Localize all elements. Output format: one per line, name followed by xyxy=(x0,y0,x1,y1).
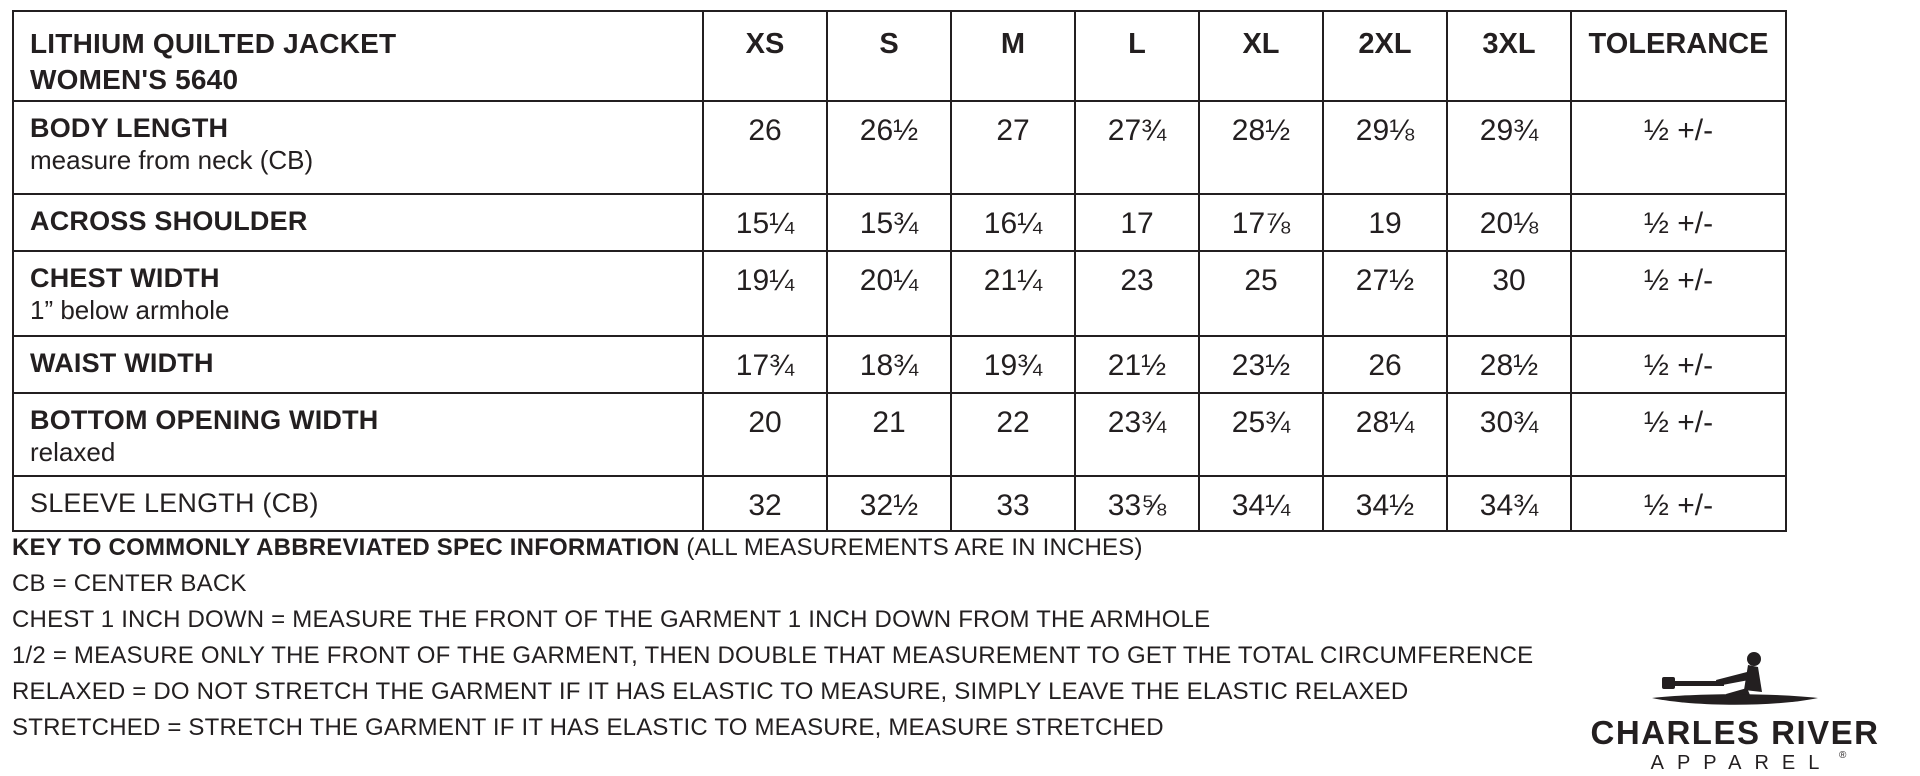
size-value-cell: 19¼ xyxy=(703,251,827,336)
measurement-row-waist-width xyxy=(13,336,1786,393)
key-line-half: 1/2 = MEASURE ONLY THE FRONT OF THE GARMENT, THEN DOUBLE THAT MEASUREMENT TO GET THE TOTAL CIRCUMFERENCE xyxy=(12,642,1534,669)
size-value-cell: 29¾ xyxy=(1447,101,1571,194)
row-label: WAIST WIDTH xyxy=(30,348,214,378)
size-value-cell: 25¾ xyxy=(1199,393,1323,476)
product-title-line2: WOMEN'S 5640 xyxy=(30,63,239,95)
size-value-cell: 23¾ xyxy=(1075,393,1199,476)
product-title-line1: LITHIUM QUILTED JACKET xyxy=(30,28,397,59)
row-label: ACROSS SHOULDER xyxy=(30,206,308,236)
size-value-cell: 27 xyxy=(951,101,1075,194)
size-value-cell: 29⅛ xyxy=(1323,101,1447,194)
key-line-cb: CB = CENTER BACK xyxy=(12,570,247,597)
logo-wordmark: CHARLES RIVER xyxy=(1590,714,1880,751)
row-label: BODY LENGTH xyxy=(30,113,229,143)
size-value-cell: 28¼ xyxy=(1323,393,1447,476)
registered-mark: ® xyxy=(1839,750,1847,761)
row-sublabel: relaxed xyxy=(30,437,116,468)
logo-apparel-letters: APPAREL xyxy=(1650,752,1833,774)
size-column-header-3xl: 3XL xyxy=(1447,11,1571,101)
size-value-cell: 20⅛ xyxy=(1447,194,1571,251)
size-value-cell: 33⅝ xyxy=(1075,476,1199,531)
size-value-cell: 21 xyxy=(827,393,951,476)
row-label-cell xyxy=(13,476,703,531)
size-value-cell: 20¼ xyxy=(827,251,951,336)
size-value-cell: 26 xyxy=(703,101,827,194)
tolerance-value-cell: ½ +/- xyxy=(1571,336,1786,393)
logo-apparel-text xyxy=(1650,750,1847,775)
size-value-cell: 30¾ xyxy=(1447,393,1571,476)
row-label: SLEEVE LENGTH (CB) xyxy=(30,488,319,518)
size-value-cell: 25 xyxy=(1199,251,1323,336)
key-heading xyxy=(12,536,1533,560)
size-value-cell: 34¼ xyxy=(1199,476,1323,531)
key-line-stretched: STRETCHED = STRETCH THE GARMENT IF IT HAS ELASTIC TO MEASURE, MEASURE STRETCHED xyxy=(12,714,1164,741)
size-value-cell: 22 xyxy=(951,393,1075,476)
key-heading-bold: KEY TO COMMONLY ABBREVIATED SPEC INFORMATION xyxy=(12,534,680,561)
size-column-header-m: M xyxy=(951,11,1075,101)
size-value-cell: 26 xyxy=(1323,336,1447,393)
measurement-row-body-length xyxy=(13,101,1786,194)
tolerance-value-cell: ½ +/- xyxy=(1571,393,1786,476)
size-chart-table xyxy=(12,10,1787,532)
row-label-cell xyxy=(13,194,703,251)
size-value-cell: 19 xyxy=(1323,194,1447,251)
tolerance-value-cell: ½ +/- xyxy=(1571,251,1786,336)
size-value-cell: 20 xyxy=(703,393,827,476)
key-line-relaxed: RELAXED = DO NOT STRETCH THE GARMENT IF IT HAS ELASTIC TO MEASURE, SIMPLY LEAVE THE ELASTIC RELAXED xyxy=(12,678,1409,705)
measurement-row-chest-width xyxy=(13,251,1786,336)
tolerance-column-header: TOLERANCE xyxy=(1571,11,1786,101)
size-column-header-2xl: 2XL xyxy=(1323,11,1447,101)
row-sublabel: 1” below armhole xyxy=(30,295,230,326)
row-label-cell xyxy=(13,336,703,393)
size-value-cell: 21¼ xyxy=(951,251,1075,336)
charles-river-logo xyxy=(1575,650,1895,775)
size-value-cell: 17 xyxy=(1075,194,1199,251)
size-value-cell: 18¾ xyxy=(827,336,951,393)
key-section xyxy=(12,536,1533,752)
size-value-cell: 34½ xyxy=(1323,476,1447,531)
size-value-cell: 21½ xyxy=(1075,336,1199,393)
row-label-cell xyxy=(13,101,703,194)
size-value-cell: 23 xyxy=(1075,251,1199,336)
size-value-cell: 15¾ xyxy=(827,194,951,251)
size-value-cell: 17¾ xyxy=(703,336,827,393)
measurement-row-across-shoulder xyxy=(13,194,1786,251)
size-value-cell: 27½ xyxy=(1323,251,1447,336)
size-column-header-l: L xyxy=(1075,11,1199,101)
tolerance-value-cell: ½ +/- xyxy=(1571,476,1786,531)
row-label: CHEST WIDTH xyxy=(30,263,220,293)
size-value-cell: 16¼ xyxy=(951,194,1075,251)
size-column-header-s: S xyxy=(827,11,951,101)
product-title xyxy=(13,11,703,101)
row-sublabel: measure from neck (CB) xyxy=(30,145,314,176)
size-value-cell: 34¾ xyxy=(1447,476,1571,531)
key-heading-note: (ALL MEASUREMENTS ARE IN INCHES) xyxy=(686,534,1143,561)
key-line-chest: CHEST 1 INCH DOWN = MEASURE THE FRONT OF THE GARMENT 1 INCH DOWN FROM THE ARMHOLE xyxy=(12,606,1211,633)
size-value-cell: 19¾ xyxy=(951,336,1075,393)
rower-in-scull-icon xyxy=(1650,650,1820,712)
measurement-row-bottom-opening-width xyxy=(13,393,1786,476)
size-column-header-xs: XS xyxy=(703,11,827,101)
measurement-row-sleeve-length xyxy=(13,476,1786,531)
size-value-cell: 27¾ xyxy=(1075,101,1199,194)
size-column-header-xl: XL xyxy=(1199,11,1323,101)
size-value-cell: 32 xyxy=(703,476,827,531)
header-row xyxy=(13,11,1786,101)
size-value-cell: 32½ xyxy=(827,476,951,531)
row-label-cell xyxy=(13,393,703,476)
size-value-cell: 28½ xyxy=(1199,101,1323,194)
size-value-cell: 28½ xyxy=(1447,336,1571,393)
size-value-cell: 30 xyxy=(1447,251,1571,336)
size-value-cell: 26½ xyxy=(827,101,951,194)
tolerance-value-cell: ½ +/- xyxy=(1571,101,1786,194)
tolerance-value-cell: ½ +/- xyxy=(1571,194,1786,251)
size-value-cell: 17⅞ xyxy=(1199,194,1323,251)
size-value-cell: 23½ xyxy=(1199,336,1323,393)
size-value-cell: 15¼ xyxy=(703,194,827,251)
size-value-cell: 33 xyxy=(951,476,1075,531)
row-label: BOTTOM OPENING WIDTH xyxy=(30,405,379,435)
row-label-cell xyxy=(13,251,703,336)
